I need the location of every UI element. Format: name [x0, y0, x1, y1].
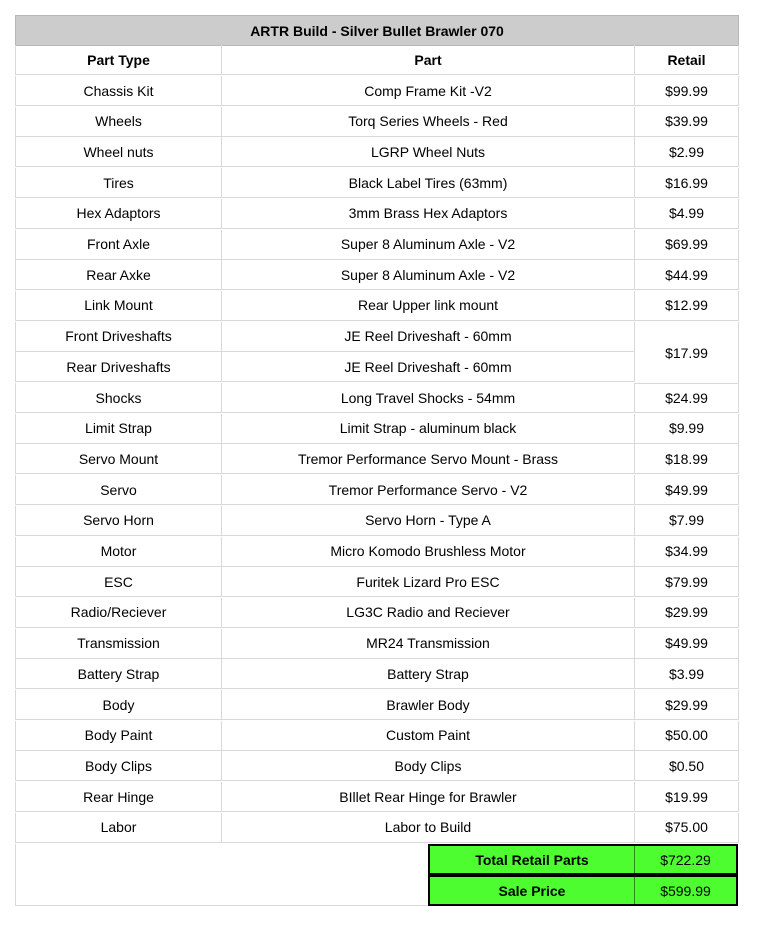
table-row [15, 813, 739, 844]
header-retail[interactable]: Retail [635, 45, 739, 75]
retail-cell[interactable]: $16.99 [635, 168, 739, 198]
part-cell[interactable]: Body Clips [222, 751, 635, 781]
part-type-cell[interactable]: Transmission [15, 629, 222, 659]
retail-cell[interactable]: $3.99 [635, 659, 739, 689]
retail-cell[interactable]: $0.50 [635, 751, 739, 781]
part-cell[interactable]: Battery Strap [222, 659, 635, 689]
table-row [15, 76, 739, 107]
table-row [15, 444, 739, 475]
table-row [15, 291, 739, 322]
part-type-cell[interactable]: Shocks [15, 383, 222, 413]
part-cell[interactable]: Super 8 Aluminum Axle - V2 [222, 260, 635, 290]
part-cell[interactable]: LGRP Wheel Nuts [222, 137, 635, 167]
part-cell[interactable]: JE Reel Driveshaft - 60mm [222, 352, 635, 382]
header-row [15, 45, 739, 76]
part-type-cell[interactable]: Front Axle [15, 230, 222, 260]
part-type-cell[interactable]: Battery Strap [15, 659, 222, 689]
part-cell[interactable]: Labor to Build [222, 813, 635, 843]
table-row [15, 107, 739, 138]
retail-cell[interactable]: $39.99 [635, 107, 739, 137]
retail-cell[interactable]: $44.99 [635, 260, 739, 290]
part-type-cell[interactable]: Wheel nuts [15, 137, 222, 167]
retail-cell[interactable]: $75.00 [635, 813, 739, 843]
part-type-cell[interactable]: Body [15, 690, 222, 720]
retail-cell[interactable]: $99.99 [635, 76, 739, 106]
part-cell[interactable]: JE Reel Driveshaft - 60mm [222, 322, 635, 352]
table-row [15, 782, 739, 813]
table-row [15, 414, 739, 445]
part-cell[interactable]: Comp Frame Kit -V2 [222, 76, 635, 106]
part-cell[interactable]: Custom Paint [222, 721, 635, 751]
driveshaft-retail-merged-cell[interactable]: $17.99 [635, 322, 739, 384]
part-type-cell[interactable]: Labor [15, 813, 222, 843]
part-type-cell[interactable]: Rear Axke [15, 260, 222, 290]
part-cell[interactable]: BIllet Rear Hinge for Brawler [222, 782, 635, 812]
table-row [15, 383, 739, 414]
retail-cell[interactable]: $49.99 [635, 629, 739, 659]
part-cell[interactable]: Black Label Tires (63mm) [222, 168, 635, 198]
retail-cell[interactable]: $18.99 [635, 444, 739, 474]
part-type-cell[interactable]: Front Driveshafts [15, 322, 222, 352]
retail-cell[interactable]: $49.99 [635, 475, 739, 505]
table-row [15, 598, 739, 629]
retail-cell[interactable]: $9.99 [635, 414, 739, 444]
retail-cell[interactable]: $34.99 [635, 537, 739, 567]
total-retail-value[interactable]: $722.29 [660, 851, 711, 868]
table-row [15, 751, 739, 782]
footer-blank-area [15, 844, 428, 906]
part-cell[interactable]: LG3C Radio and Reciever [222, 598, 635, 628]
part-cell[interactable]: Limit Strap - aluminum black [222, 414, 635, 444]
table-row [15, 537, 739, 568]
part-type-cell[interactable]: Servo Horn [15, 506, 222, 536]
part-cell[interactable]: Micro Komodo Brushless Motor [222, 537, 635, 567]
part-cell[interactable]: Tremor Performance Servo - V2 [222, 475, 635, 505]
retail-cell[interactable]: $79.99 [635, 567, 739, 597]
part-cell[interactable]: Rear Upper link mount [222, 291, 635, 321]
part-cell[interactable]: Furitek Lizard Pro ESC [222, 567, 635, 597]
retail-cell[interactable]: $2.99 [635, 137, 739, 167]
table-row [15, 506, 739, 537]
table-row [15, 168, 739, 199]
part-type-cell[interactable]: Wheels [15, 107, 222, 137]
part-cell[interactable]: Brawler Body [222, 690, 635, 720]
part-type-cell[interactable]: ESC [15, 567, 222, 597]
part-type-cell[interactable]: Motor [15, 537, 222, 567]
retail-cell[interactable]: $4.99 [635, 199, 739, 229]
table-row [15, 352, 739, 383]
retail-cell[interactable]: $7.99 [635, 506, 739, 536]
part-cell[interactable]: Torq Series Wheels - Red [222, 107, 635, 137]
part-type-cell[interactable]: Link Mount [15, 291, 222, 321]
table-row [15, 260, 739, 291]
retail-cell[interactable]: $29.99 [635, 690, 739, 720]
part-type-cell[interactable]: Rear Driveshafts [15, 352, 222, 382]
part-cell[interactable]: Servo Horn - Type A [222, 506, 635, 536]
part-type-cell[interactable]: Servo Mount [15, 444, 222, 474]
part-type-cell[interactable]: Chassis Kit [15, 76, 222, 106]
header-part[interactable]: Part [222, 45, 635, 75]
table-row [15, 137, 739, 168]
part-cell[interactable]: Tremor Performance Servo Mount - Brass [222, 444, 635, 474]
total-retail-row [428, 844, 738, 875]
part-type-cell[interactable]: Body Clips [15, 751, 222, 781]
table-row [15, 629, 739, 660]
table-row [15, 199, 739, 230]
sale-price-value[interactable]: $599.99 [660, 882, 711, 899]
part-type-cell[interactable]: Radio/Reciever [15, 598, 222, 628]
sheet-title: ARTR Build - Silver Bullet Brawler 070 [15, 15, 739, 46]
part-cell[interactable]: 3mm Brass Hex Adaptors [222, 199, 635, 229]
header-part-type[interactable]: Part Type [15, 45, 222, 75]
table-row [15, 659, 739, 690]
table-row [15, 721, 739, 752]
retail-cell[interactable]: $29.99 [635, 598, 739, 628]
total-retail-label[interactable]: Total Retail Parts [430, 846, 635, 873]
retail-cell[interactable]: $19.99 [635, 782, 739, 812]
part-type-cell[interactable]: Body Paint [15, 721, 222, 751]
part-type-cell[interactable]: Tires [15, 168, 222, 198]
part-type-cell[interactable]: Rear Hinge [15, 782, 222, 812]
table-row [15, 690, 739, 721]
retail-cell[interactable]: $12.99 [635, 291, 739, 321]
part-type-cell[interactable]: Servo [15, 475, 222, 505]
parts-sheet [15, 15, 739, 906]
part-cell[interactable]: Super 8 Aluminum Axle - V2 [222, 230, 635, 260]
part-type-cell[interactable]: Hex Adaptors [15, 199, 222, 229]
table-row [15, 230, 739, 261]
part-cell[interactable]: MR24 Transmission [222, 629, 635, 659]
table-row [15, 322, 739, 353]
part-cell[interactable]: Long Travel Shocks - 54mm [222, 383, 635, 413]
table-row [15, 567, 739, 598]
retail-cell[interactable]: $50.00 [635, 721, 739, 751]
table-row [15, 475, 739, 506]
part-type-cell[interactable]: Limit Strap [15, 414, 222, 444]
retail-cell[interactable]: $69.99 [635, 230, 739, 260]
retail-cell[interactable]: $24.99 [635, 383, 739, 413]
sale-price-row [428, 875, 738, 906]
sale-price-label[interactable]: Sale Price [430, 877, 635, 904]
